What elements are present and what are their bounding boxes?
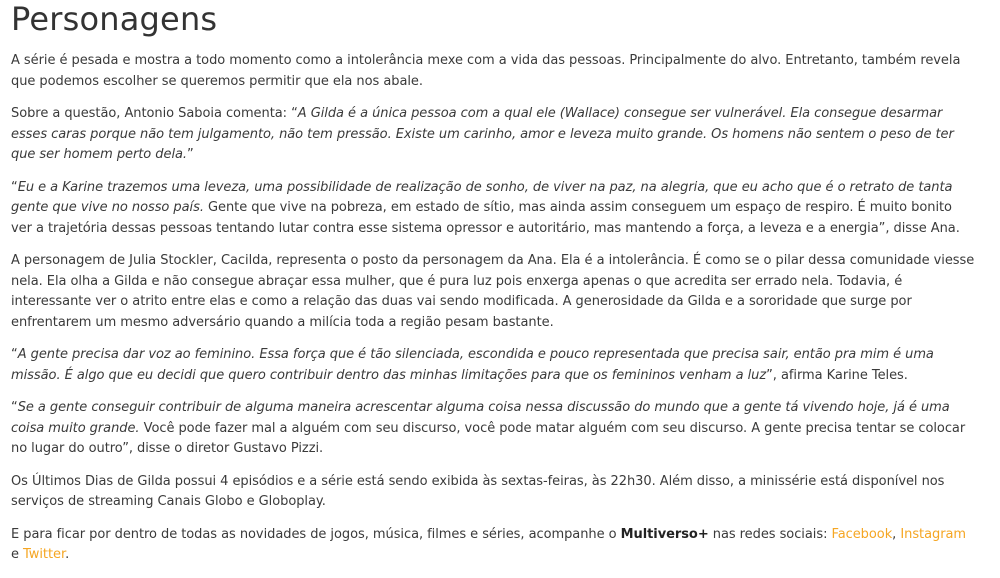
paragraph-cacilda	[11, 251, 976, 333]
social-end: .	[65, 547, 70, 562]
paragraph-social	[11, 525, 976, 566]
section-heading: Personagens	[11, 0, 218, 38]
facebook-link[interactable]: Facebook	[831, 526, 893, 542]
quote-rest: Gente que vive na pobreza, em estado de sítio, mas ainda assim conseguem um espaço de respiro. É muito bonito ver a trajetória dessas pessoas tentando lutar contra esse sistema opressor e autoritário, mas mantendo a força, a leveza e a energia”, disse Ana.	[11, 200, 960, 236]
quote-text: Se a gente conseguir contribuir de alguma maneira acrescentar alguma coisa nessa discussão do mundo que a gente tá vivendo hoje, já é uma coisa muito grande.	[11, 400, 950, 436]
quote-close: ”	[187, 147, 194, 162]
paragraph-saboia-quote	[11, 104, 976, 166]
quote-open: “	[11, 400, 18, 415]
paragraph-intro	[11, 51, 976, 92]
twitter-link[interactable]: Twitter	[23, 547, 66, 562]
paragraph-ana-quote	[11, 178, 976, 240]
quote-open: “	[11, 347, 18, 362]
paragraph-episodes	[11, 472, 976, 513]
quote-rest: ”, afirma Karine Teles.	[766, 367, 908, 383]
paragraph-karine-quote	[11, 345, 976, 386]
social-lead: E para ficar por dentro de todas as novidades de jogos, música, filmes e séries, acompanhe o	[11, 526, 621, 542]
separator-comma: ,	[892, 526, 901, 542]
paragraph-pizzi-quote	[11, 398, 976, 460]
paragraph-episodes-text: Os Últimos Dias de Gilda possui 4 episódios e a série está sendo exibida às sextas-feiras, às 22h30. Além disso, a minissérie está disponível nos serviços de streaming Canais Globo e Globoplay.	[11, 473, 945, 509]
quote-open: “	[11, 179, 18, 195]
quote-text: Eu e a Karine trazemos uma leveza, uma possibilidade de realização de sonho, de viver na paz, na alegria, que eu acho que é o retrato de tanta gente que vive no nosso país.	[11, 179, 953, 215]
quote-lead: Sobre a questão, Antonio Saboia comenta: “	[11, 106, 298, 121]
instagram-link[interactable]: Instagram	[900, 526, 967, 542]
quote-rest: Você pode fazer mal a alguém com seu discurso, você pode matar alguém com seu discurso. A gente precisa tentar se colocar no lugar do outro”, disse o diretor Gustavo Pizzi.	[11, 420, 966, 456]
separator-and: e	[11, 547, 24, 562]
quote-text: A Gilda é a única pessoa com a qual ele (Wallace) consegue ser vulnerável. Ela consegue desarmar esses caras porque não tem julgamento, não tem pressão. Existe um carinho, amor e leveza muito grande. Os homens não sentem o peso de ter que ser homem perto dela.	[11, 106, 954, 162]
paragraph-intro-text: A série é pesada e mostra a todo momento como a intolerância mexe com a vida das pessoas. Principalmente do alvo. Entretanto, também revela que podemos escolher se queremos permitir que ela nos abale.	[11, 53, 961, 89]
quote-text: A gente precisa dar voz ao feminino. Essa força que é tão silenciada, escondida e pouco representada que precisa sair, então pra mim é uma missão. É algo que eu decidi que quero contribuir dentro das minhas limitações para que os femininos venham a luz	[11, 347, 934, 383]
brand-name: Multiverso+	[620, 526, 709, 542]
paragraph-cacilda-text: A personagem de Julia Stockler, Cacilda, representa o posto da personagem da Ana. Ela é a intolerância. É como se o pilar dessa comunidade viesse nela. Ela olha a Gilda e não consegue abraçar essa mulher, que é pura luz pois enxerga apenas o que acredita ser errado nela. Todavia, é interessante ver o atrito entre elas e como a relação das duas vai sendo modificada. A generosidade da Gilda e a sororidade que surge por enfrentarem um mesmo adversário quando a milícia toda a região pesam bastante.	[11, 253, 975, 330]
social-mid: nas redes sociais:	[708, 526, 832, 542]
